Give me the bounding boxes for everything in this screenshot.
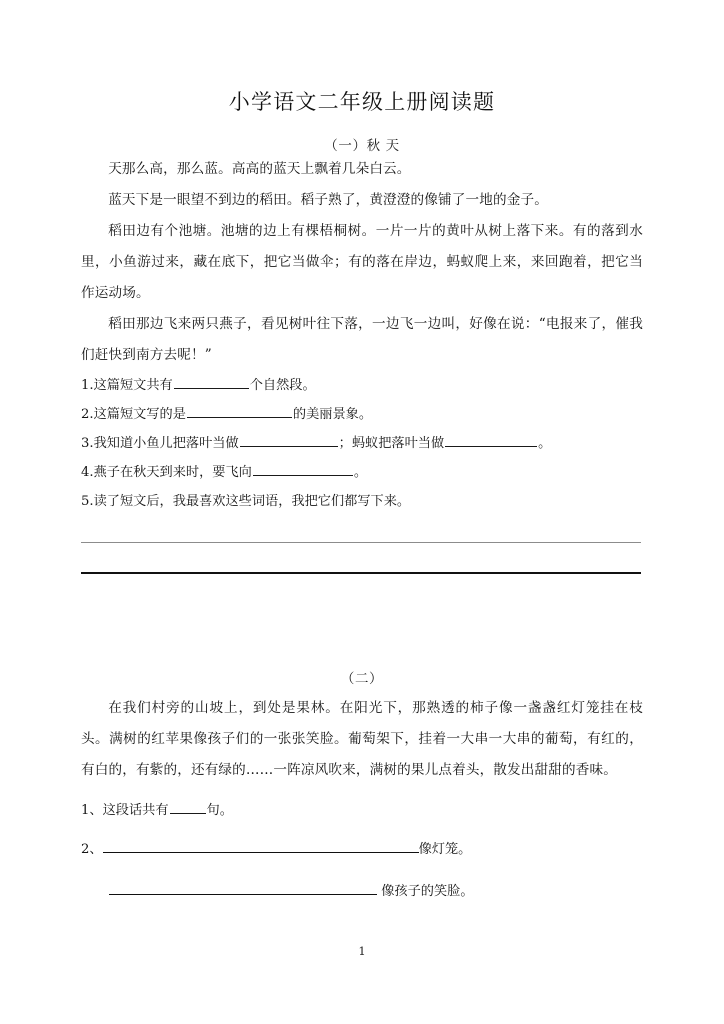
page-title: 小学语文二年级上册阅读题 xyxy=(228,90,496,114)
passage-one-paragraph-3: 稻田边有个池塘。池塘的边上有棵梧桐树。一片一片的黄叶从树上落下来。有的落到水里，小鱼游过来，藏在底下，把它当做伞；有的落在岸边，蚂蚁爬上来，来回跑着，把它当作运动场。 xyxy=(81,223,643,301)
question-2-prefix: 2.这篇短文写的是 xyxy=(81,407,186,422)
passage-two-label: （二） xyxy=(340,671,384,687)
question-3-blank-ant[interactable] xyxy=(445,432,537,447)
question-4-prefix: 4.燕子在秋天到来时，要飞向 xyxy=(81,465,252,480)
passage-two-question-2-line-2 xyxy=(81,877,643,907)
p2-question-2-suffix-1: 像灯笼。 xyxy=(418,842,472,857)
question-3-blank-fish[interactable] xyxy=(240,432,338,447)
passage-one-question-1 xyxy=(81,371,643,400)
p2-question-2-suffix-2: 像孩子的笑脸。 xyxy=(381,884,474,899)
content-column xyxy=(81,0,643,907)
passage-one-paragraph-4: 稻田那边飞来两只燕子，看见树叶往下落，一边飞一边叫，好像在说：“电报来了，催我们赶快到南方去呢！” xyxy=(81,316,643,363)
question-5-text: 5.读了短文后，我最喜欢这些词语，我把它们都写下来。 xyxy=(81,494,411,509)
question-3-suffix: 。 xyxy=(538,436,552,451)
p2-question-2-blank-smile[interactable] xyxy=(109,881,377,895)
page-number: 1 xyxy=(358,944,366,958)
passage-one-question-4 xyxy=(81,458,643,487)
answer-lines xyxy=(81,542,643,574)
p2-question-1-suffix: 句。 xyxy=(206,803,233,818)
passage-one-question-2 xyxy=(81,400,643,429)
passage-two-question-1 xyxy=(81,796,643,825)
question-2-blank[interactable] xyxy=(187,403,292,418)
p2-question-1-blank[interactable] xyxy=(170,799,206,814)
question-1-prefix: 1.这篇短文共有 xyxy=(81,378,173,393)
question-2-suffix: 的美丽景象。 xyxy=(292,407,373,422)
question-4-suffix: 。 xyxy=(353,465,368,480)
p2-question-1-prefix: 1、这段话共有 xyxy=(81,803,169,818)
passage-two-question-2-line-1 xyxy=(81,835,643,865)
passage-one-question-3 xyxy=(81,429,643,458)
question-4-blank[interactable] xyxy=(253,461,353,476)
answer-line-2[interactable] xyxy=(81,572,641,574)
passage-one-question-5 xyxy=(81,487,643,516)
p2-question-2-prefix: 2、 xyxy=(81,842,103,857)
question-1-suffix: 个自然段。 xyxy=(249,378,316,393)
p2-question-2-blank-lantern[interactable] xyxy=(103,839,419,853)
section-spacer xyxy=(81,603,643,667)
answer-line-1[interactable] xyxy=(81,542,641,543)
question-3-prefix: 3.我知道小鱼儿把落叶当做 xyxy=(81,436,239,451)
question-3-middle: ；蚂蚁把落叶当做 xyxy=(338,436,445,451)
question-1-blank[interactable] xyxy=(174,374,249,389)
passage-one-label: （一）秋 天 xyxy=(324,138,400,154)
passage-one-paragraph-1: 天那么高，那么蓝。高高的蓝天上飘着几朵白云。 xyxy=(108,161,411,177)
passage-two-paragraph-1: 在我们村旁的山坡上，到处是果林。在阳光下，那熟透的柿子像一盏盏红灯笼挂在枝头。满树的红苹果像孩子们的一张张笑脸。葡萄架下，挂着一大串一大串的葡萄，有红的，有白的，有紫的，还有绿的……一阵凉风吹来，满树的果儿点着头，散发出甜甜的香味。 xyxy=(81,700,643,778)
passage-one-paragraph-2: 蓝天下是一眼望不到边的稻田。稻子熟了，黄澄澄的像铺了一地的金子。 xyxy=(108,192,548,208)
